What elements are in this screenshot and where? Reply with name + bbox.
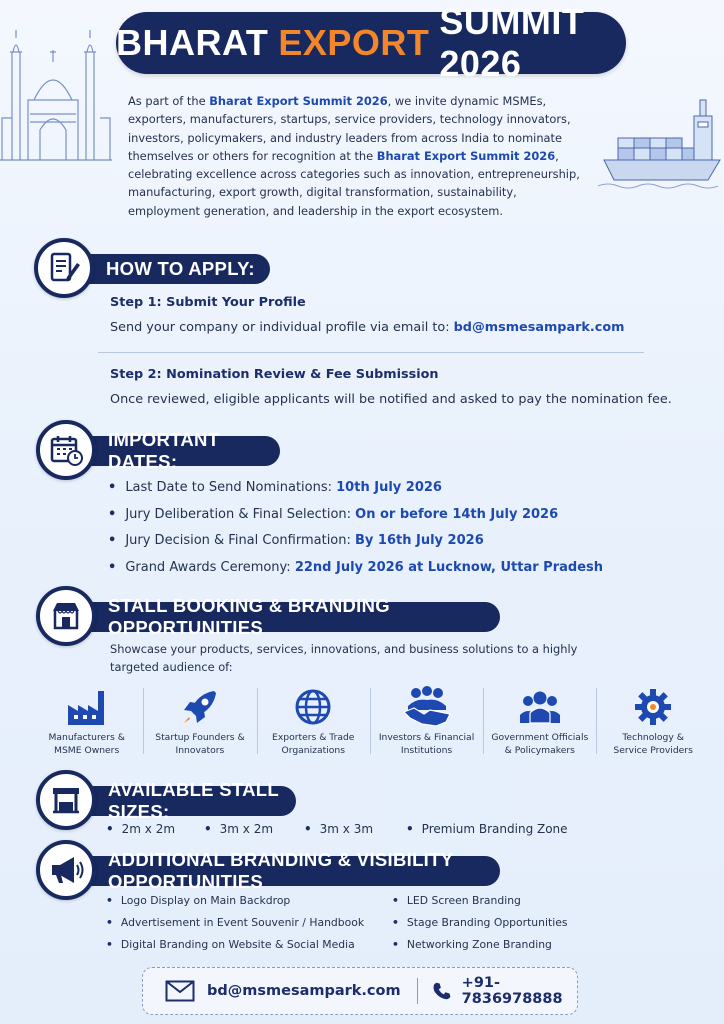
people-group-icon: [518, 689, 562, 725]
stall-size-item: • Premium Branding Zone: [406, 822, 568, 836]
branding-item: • Stage Branding Opportunities: [392, 915, 568, 937]
section-divider: [98, 352, 644, 353]
globe-icon: [293, 687, 333, 727]
gear-icon: [633, 687, 673, 727]
step2-text: Once reviewed, eligible applicants will be notified and asked to pay the nomination fee.: [110, 392, 672, 407]
form-icon: [34, 238, 94, 298]
date-item-jury-deliberation: • Jury Deliberation & Final Selection: On or before 14th July 2026: [108, 505, 603, 532]
booth-icon: [36, 770, 96, 830]
date-item-nominations: • Last Date to Send Nominations: 10th July 2026: [108, 478, 603, 505]
additional-branding-heading: ADDITIONAL BRANDING & VISIBILITY OPPORTUNITIES: [66, 856, 500, 886]
date-item-jury-decision: • Jury Decision & Final Confirmation: By 16th July 2026: [108, 531, 603, 558]
title-part-bharat: BHARAT: [116, 22, 269, 63]
target-audience-row: [30, 684, 710, 764]
audience-technology: Technology & Service Providers: [596, 684, 709, 764]
stall-intro-text: Showcase your products, services, innovations, and business solutions to a highly targeted audience of:: [110, 642, 578, 674]
contact-phone[interactable]: +91-7836978888: [433, 975, 577, 1007]
step1-text: Send your company or individual profile via email to: bd@msmesampark.com: [110, 320, 625, 335]
monument-illustration: [0, 22, 112, 162]
stall-size-item: • 2m x 2m: [106, 822, 204, 836]
event-name-highlight: Bharat Export Summit 2026: [376, 148, 556, 163]
audience-exporters: Exporters & Trade Organizations: [257, 684, 370, 764]
step1-title: Step 1: Submit Your Profile: [110, 295, 306, 310]
title-part-export: EXPORT: [278, 22, 430, 63]
handshake-icon: [402, 686, 452, 728]
factory-icon: [66, 687, 108, 727]
audience-government: Government Officials & Policymakers: [483, 684, 596, 764]
audience-investors: Investors & Financial Institutions: [370, 684, 483, 764]
branding-item: • Logo Display on Main Backdrop: [106, 893, 364, 915]
megaphone-icon: [36, 840, 96, 900]
important-dates-heading: IMPORTANT DATES:: [68, 436, 280, 466]
branding-list-right: [392, 893, 568, 959]
title-part-summit: SUMMIT 2026: [439, 1, 585, 84]
branding-item: • Networking Zone Branding: [392, 937, 568, 959]
audience-manufacturers: Manufacturers & MSME Owners: [30, 684, 143, 764]
intro-paragraph: As part of the Bharat Export Summit 2026, we invite dynamic MSMEs, exporters, manufacturers, startups, service providers, technology innovators, investors, policymakers, and industry leaders from across India to nominate themselves or others for recognition at the Bharat Export Summit 2026, celebrating excellence across categories such as innovation, entrepreneurship, manufacturing, export growth, digital transformation, sustainability, employment generation, and leadership in the export ecosystem.: [128, 94, 580, 218]
stall-size-item: • 3m x 3m: [304, 822, 406, 836]
stall-sizes-heading: AVAILABLE STALL SIZES:: [68, 786, 296, 816]
step2-title: Step 2: Nomination Review & Fee Submission: [110, 367, 439, 382]
branding-item: • Advertisement in Event Souvenir / Handbook: [106, 915, 364, 937]
calendar-icon: [36, 420, 96, 480]
branding-item: • Digital Branding on Website & Social Media: [106, 937, 364, 959]
stall-size-item: • 3m x 2m: [204, 822, 304, 836]
rocket-icon: [180, 687, 220, 727]
event-title-banner: [116, 1, 626, 84]
envelope-icon: [165, 980, 195, 1002]
stall-booking-heading: STALL BOOKING & BRANDING OPPORTUNITIES: [68, 602, 500, 632]
storefront-icon: [36, 586, 96, 646]
important-dates-list: [108, 478, 603, 584]
phone-icon: [433, 980, 451, 1002]
contact-separator: [417, 978, 418, 1004]
event-name-highlight: Bharat Export Summit 2026: [209, 94, 388, 108]
cargo-ship-illustration: [598, 82, 724, 194]
stall-sizes-list: [106, 822, 568, 836]
audience-startups: Startup Founders & Innovators: [143, 684, 256, 764]
branding-item: • LED Screen Branding: [392, 893, 568, 915]
contact-email[interactable]: bd@msmesampark.com: [165, 980, 401, 1002]
how-to-apply-heading: HOW TO APPLY:: [66, 254, 270, 284]
date-item-awards-ceremony: • Grand Awards Ceremony: 22nd July 2026 at Lucknow, Uttar Pradesh: [108, 558, 603, 585]
branding-list-left: [106, 893, 364, 959]
step1-email-link[interactable]: bd@msmesampark.com: [453, 320, 625, 335]
contact-box: [142, 967, 578, 1015]
